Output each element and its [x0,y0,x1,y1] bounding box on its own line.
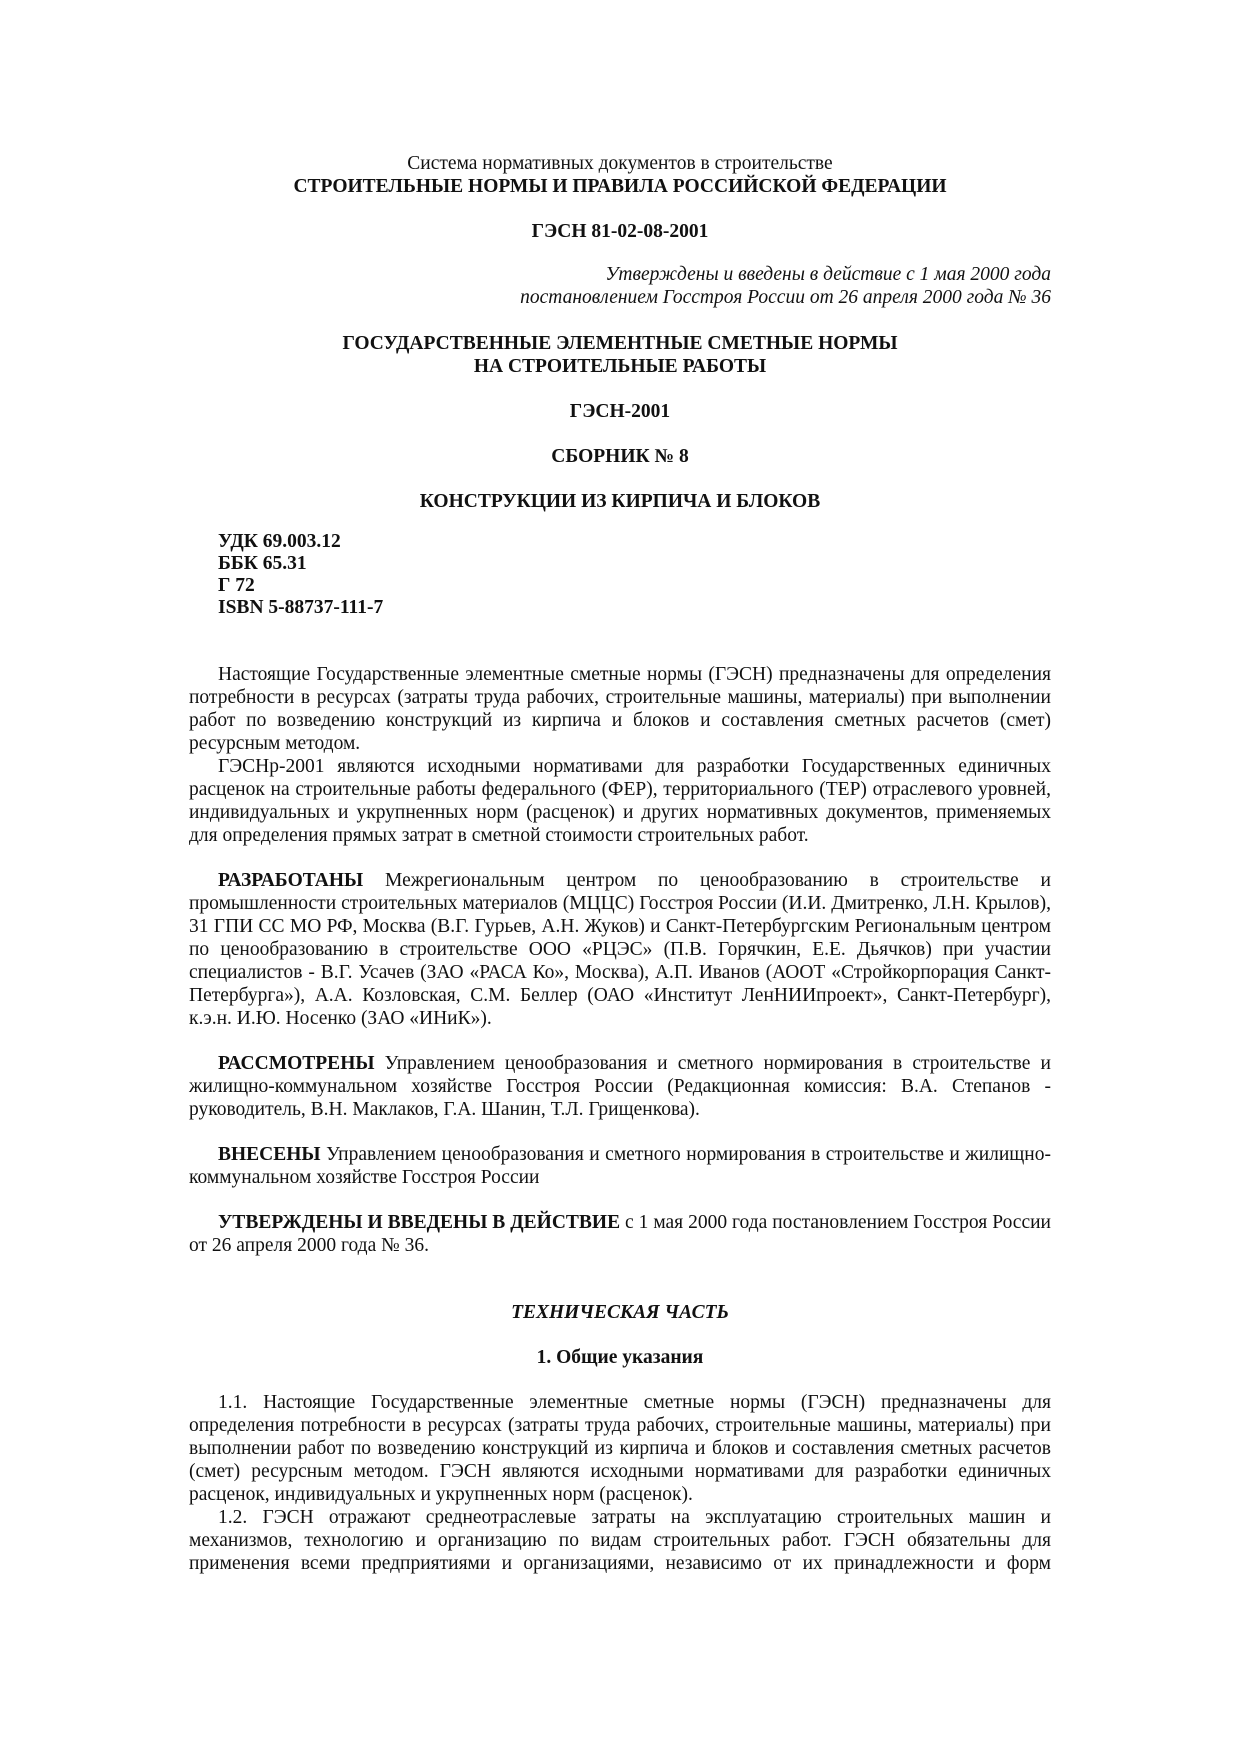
approval-line-1: Утверждены и введены в действие с 1 мая 2000 года [605,264,1051,285]
isbn-code: ISBN 5-88737-111-7 [218,597,384,618]
norms-title: СТРОИТЕЛЬНЫЕ НОРМЫ И ПРАВИЛА РОССИЙСКОЙ ФЕДЕРАЦИИ [293,176,947,197]
system-line: Система нормативных документов в строительстве [407,153,833,174]
title-short: ГЭСН-2001 [569,401,671,422]
collection-subject: КОНСТРУКЦИИ ИЗ КИРПИЧА И БЛОКОВ [419,491,821,512]
title-line-1: ГОСУДАРСТВЕННЫЕ ЭЛЕМЕНТНЫЕ СМЕТНЫЕ НОРМЫ [342,333,898,354]
title-line-2: НА СТРОИТЕЛЬНЫЕ РАБОТЫ [473,356,767,377]
submitted-lead: ВНЕСЕНЫ [218,1144,321,1165]
udk-code: УДК 69.003.12 [218,531,341,552]
intro-paragraph-2: ГЭСНр-2001 являются исходными нормативами для разработки Государственных единичных расценок на строительные работы федерального (ФЕР), территориального (ТЕР) отраслевого уровней, индивидуальных и укрупненных норм (расценок) и других нормативных документов, применяемых для определения прямых затрат в сметной стоимости строительных работ. [189,756,1051,846]
submitted-paragraph [189,1143,1051,1189]
developed-text: Межрегиональным центром по ценообразованию в строительстве и промышленности строительных материалов (МЦЦС) Госстроя России (И.И. Дмитренко, Л.Н. Крылов), 31 ГПИ СС МО РФ, Москва (В.Г. Гурьев, А.Н. Жуков) и Санкт-Петербургским Региональным центром по ценообразованию в строительстве ООО «РЦЭС» (П.В. Горячкин, Е.Е. Дьячков) при участии специалистов - В.Г. Усачев (ЗАО «РАСА Ко», Москва), А.П. Иванов (АООТ «Стройкорпорация Санкт-Петербурга»), А.А. Козловская, С.М. Беллер (ОАО «Институт ЛенНИИпроект», Санкт-Петербург), к.э.н. И.Ю. Носенко (ЗАО «ИНиК»). [189,870,1051,1029]
approval-line-2: постановлением Госстроя России от 26 апреля 2000 года № 36 [520,287,1051,308]
approved-text: с 1 мая 2000 года постановлением Госстроя России от 26 апреля 2000 года № 36. [189,1212,1051,1256]
bbk-code: ББК 65.31 [218,553,307,574]
technical-part-heading: ТЕХНИЧЕСКАЯ ЧАСТЬ [511,1302,729,1323]
developed-paragraph [189,869,1051,1030]
document-code: ГЭСН 81-02-08-2001 [531,221,709,242]
collection-number: СБОРНИК № 8 [551,446,689,467]
intro-paragraph-1: Настоящие Государственные элементные сметные нормы (ГЭСН) предназначены для определения потребности в ресурсах (затраты труда рабочих, строительные машины, материалы) при выполнении работ по возведению конструкций из кирпича и блоков и составления сметных расчетов (смет) ресурсным методом. [189,664,1051,754]
reviewed-paragraph [189,1052,1051,1121]
g-code: Г 72 [218,575,255,596]
submitted-text: Управлением ценообразования и сметного нормирования в строительстве и жилищно-коммунальном хозяйстве Госстроя России [189,1144,1051,1188]
section-heading: 1. Общие указания [536,1347,704,1368]
reviewed-lead: РАССМОТРЕНЫ [218,1053,375,1074]
developed-lead: РАЗРАБОТАНЫ [218,870,364,891]
technical-paragraph-1: 1.1. Настоящие Государственные элементные сметные нормы (ГЭСН) предназначены для определения потребности в ресурсах (затраты труда рабочих, строительные машины, материалы) при выполнении работ по возведению конструкций из кирпича и блоков и составления сметных расчетов (смет) ресурсным методом. ГЭСН являются исходными нормативами для разработки единичных расценок, индивидуальных и укрупненных норм (расценок). [189,1392,1051,1505]
approved-lead: УТВЕРЖДЕНЫ И ВВЕДЕНЫ В ДЕЙСТВИЕ [218,1212,621,1233]
reviewed-text: Управлением ценообразования и сметного нормирования в строительстве и жилищно-коммунальном хозяйстве Госстроя России (Редакционная комиссия: В.А. Степанов - руководитель, В.Н. Маклаков, Г.А. Шанин, Т.Л. Грищенкова). [189,1053,1051,1120]
classification-codes [218,531,1051,619]
technical-paragraph-2: 1.2. ГЭСН отражают среднеотраслевые затраты на эксплуатацию строительных машин и механизмов, технологию и организацию по видам строительных работ. ГЭСН обязательны для применения всеми предприятиями и организациями, независимо от их принадлежности и форм [189,1507,1051,1574]
approved-paragraph [189,1211,1051,1257]
